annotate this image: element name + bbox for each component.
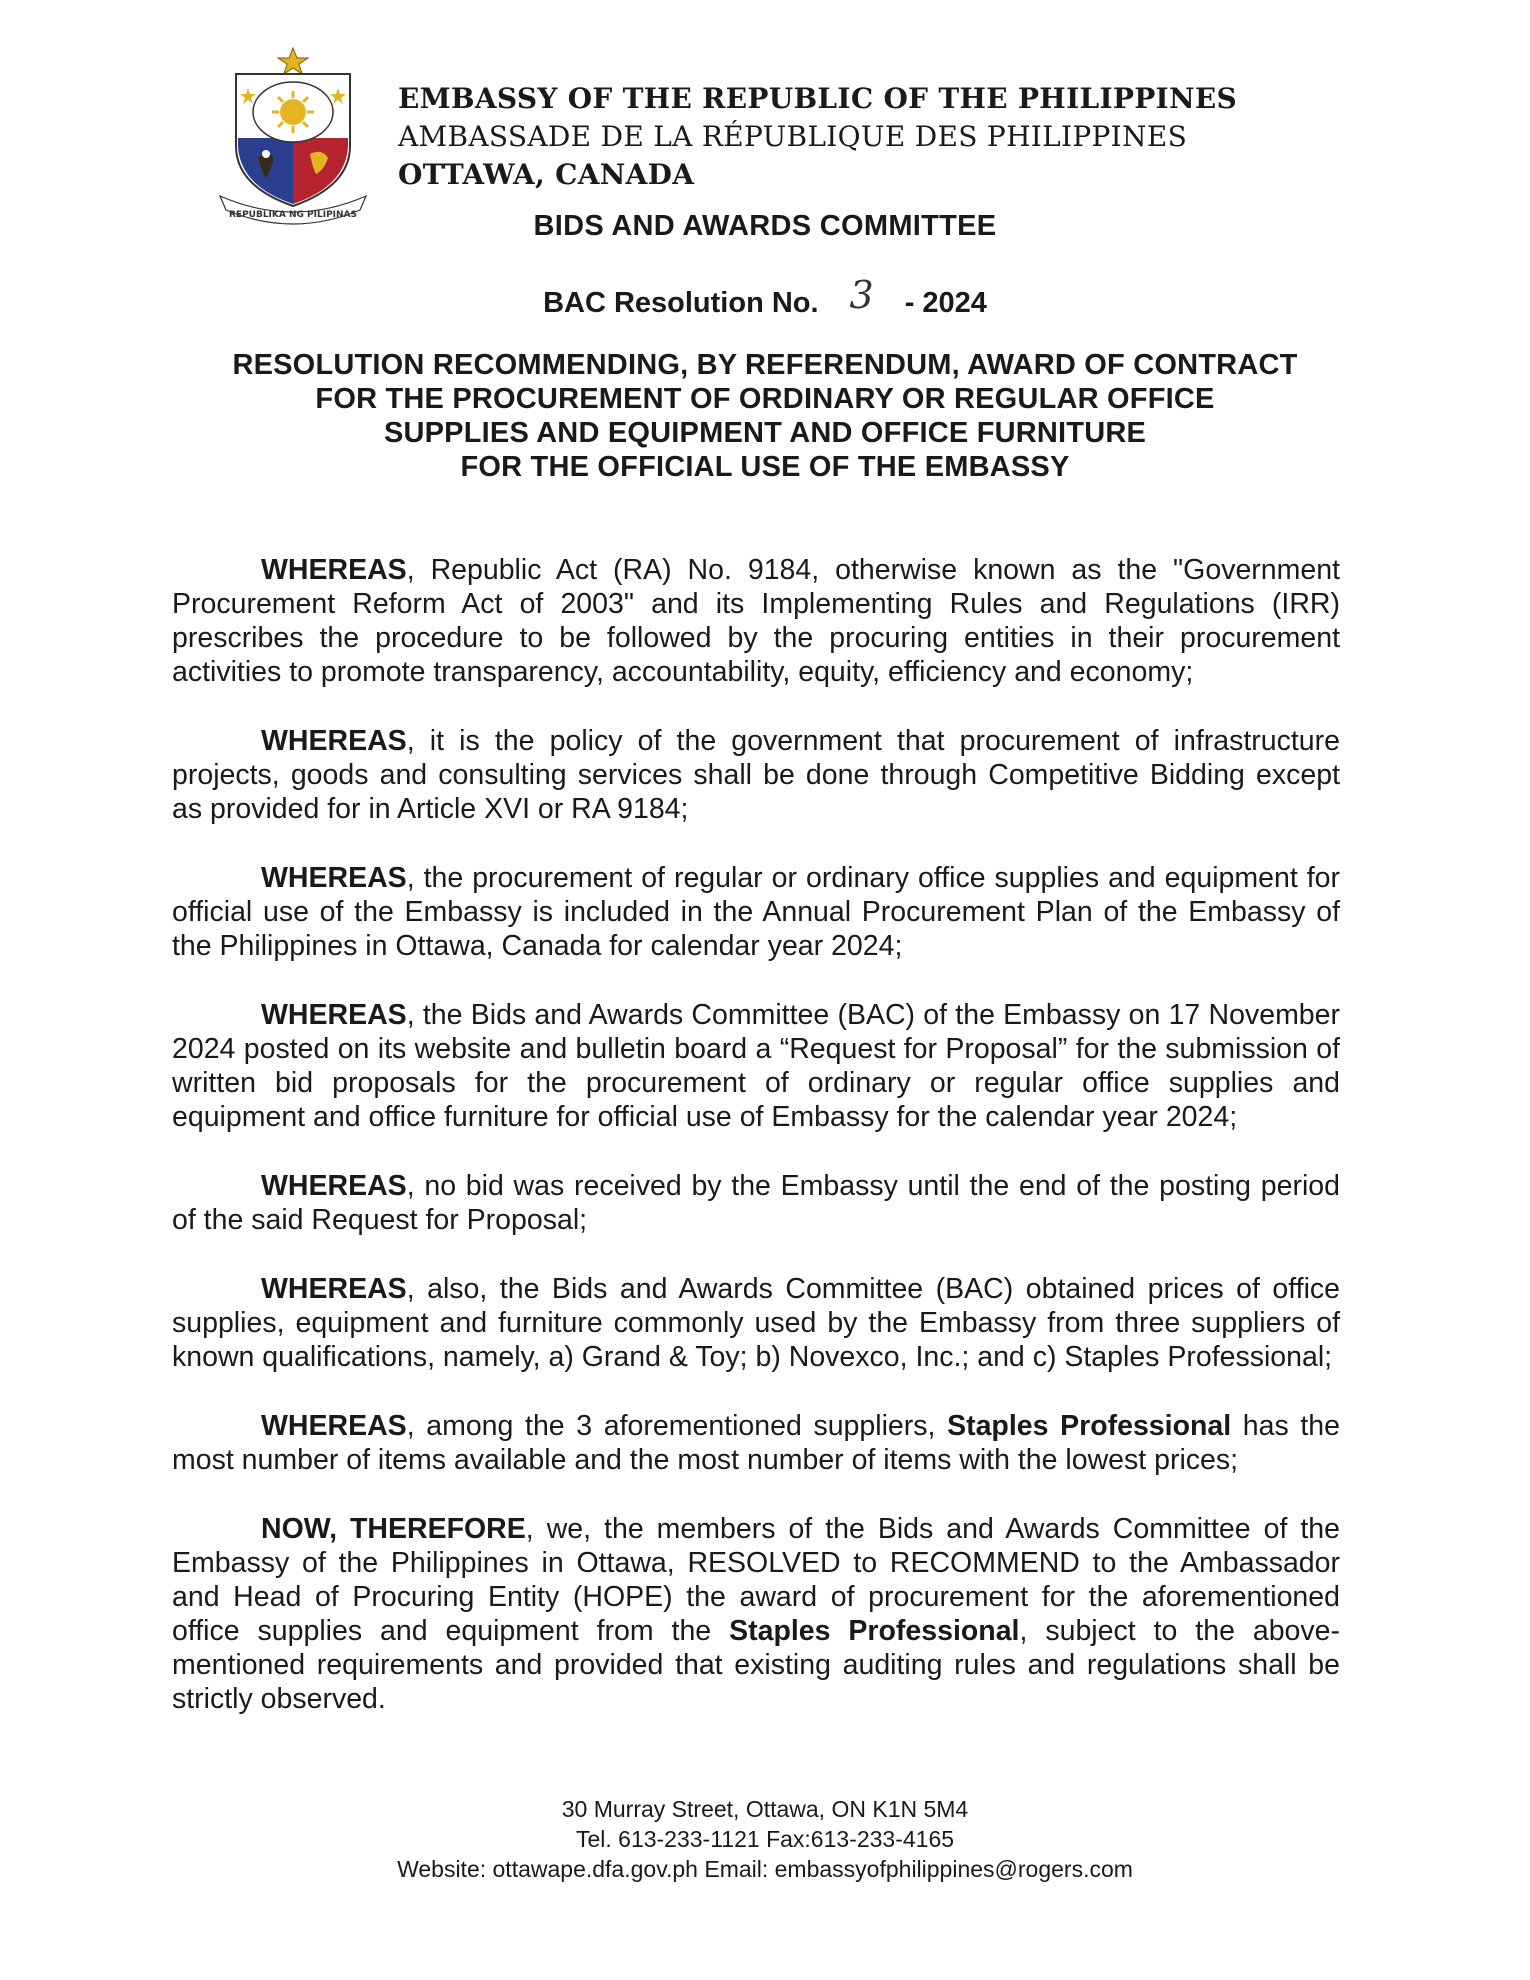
supplier-name: Staples Professional xyxy=(947,1410,1232,1442)
title-line: SUPPLIES AND EQUIPMENT AND OFFICE FURNITURE xyxy=(383,417,1147,449)
supplier-name: Staples Professional xyxy=(729,1615,1020,1647)
clause-text: , we, the members of the Bids and Awards Committee of the Embassy of the Philippines in Ottawa, RESOLVED to RECOMMEND to the Ambassador and Head of Procuring Entity (HOPE) the award of procurement for the aforementioned office supplies and equipment from the xyxy=(172,1513,1340,1647)
title-line: RESOLUTION RECOMMENDING, BY REFERENDUM, AWARD OF CONTRACT xyxy=(232,349,1298,381)
clause-text: , subject to the above-mentioned requirements and provided that existing auditing rules and regulations shall be strictly observed. xyxy=(172,1615,1341,1715)
clause-text: , Republic Act (RA) No. 9184, otherwise known as the "Government Procurement Reform Act of 2003" and its Implementing Rules and Regulations (IRR) prescribes the procedure to be followed by the procuring entities in their procurement activities to promote transparency, accountability, equity, efficiency and economy; xyxy=(172,554,1340,688)
clause-lead: WHEREAS xyxy=(261,554,407,586)
letterhead-french: AMBASSADE DE LA RÉPUBLIQUE DES PHILIPPINES xyxy=(398,120,1188,153)
letterhead-city: OTTAWA, CANADA xyxy=(398,158,695,191)
clause-text: , it is the policy of the government that procurement of infrastructure projects, goods and consulting services shall be done through Competitive Bidding except as provided for in Article XVI or RA 9184; xyxy=(172,725,1340,825)
whereas-clause-2 xyxy=(172,724,1340,826)
coat-of-arms-icon xyxy=(208,46,378,226)
clause-lead: WHEREAS xyxy=(261,862,407,894)
footer-web-email: Website: ottawape.dfa.gov.ph Email: embassyofphilippines@rogers.com xyxy=(397,1856,1133,1882)
footer-phone: Tel. 613-233-1121 Fax:613-233-4165 xyxy=(575,1826,955,1852)
letterhead xyxy=(398,80,1237,194)
whereas-clause-7 xyxy=(172,1409,1340,1477)
whereas-clause-6 xyxy=(172,1272,1340,1374)
title-line: FOR THE OFFICIAL USE OF THE EMBASSY xyxy=(460,451,1070,483)
resolution-number-line xyxy=(0,273,1530,321)
clause-text: , also, the Bids and Awards Committee (BAC) obtained prices of office supplies, equipment and furniture commonly used by the Embassy from three suppliers of known qualifications, namely, a) Grand & Toy; b) Novexco, Inc.; and c) Staples Professional; xyxy=(172,1273,1340,1373)
resolution-prefix: BAC Resolution No. xyxy=(543,287,819,319)
clause-text: , among the 3 aforementioned suppliers, xyxy=(406,1410,948,1442)
resolution-year: - 2024 xyxy=(904,287,987,319)
resolving-clause xyxy=(172,1512,1340,1716)
whereas-clause-3 xyxy=(172,861,1340,963)
clause-lead: WHEREAS xyxy=(261,999,407,1031)
resolution-body xyxy=(172,553,1340,1751)
clause-text: , the procurement of regular or ordinary office supplies and equipment for official use of the Embassy is included in the Annual Procurement Plan of the Embassy of the Philippines in Ottawa, Canada for calendar year 2024; xyxy=(172,862,1340,962)
clause-lead: WHEREAS xyxy=(261,725,407,757)
whereas-clause-1 xyxy=(172,553,1340,689)
clause-text: has the most number of items available and the most number of items with the lowest prices; xyxy=(172,1410,1340,1476)
title-line: FOR THE PROCUREMENT OF ORDINARY OR REGULAR OFFICE xyxy=(315,383,1215,415)
clause-lead: WHEREAS xyxy=(261,1273,407,1305)
clause-text: , the Bids and Awards Committee (BAC) of the Embassy on 17 November 2024 posted on its website and bulletin board a “Request for Proposal” for the submission of written bid proposals for the procurement of ordinary or regular office supplies and equipment and office furniture for official use of Embassy for the calendar year 2024; xyxy=(172,999,1340,1133)
whereas-clause-4 xyxy=(172,998,1340,1134)
letterhead-english: EMBASSY OF THE REPUBLIC OF THE PHILIPPINES xyxy=(398,82,1238,115)
seal-motto: REPUBLIKA NG PILIPINAS xyxy=(228,210,358,220)
resolution-number-handwritten: 3 xyxy=(849,273,874,317)
committee-heading: BIDS AND AWARDS COMMITTEE xyxy=(533,210,997,242)
embassy-contact-footer xyxy=(0,1794,1530,1884)
resolution-title xyxy=(0,348,1530,484)
footer-address: 30 Murray Street, Ottawa, ON K1N 5M4 xyxy=(561,1796,969,1822)
clause-text: , no bid was received by the Embassy until the end of the posting period of the said Request for Proposal; xyxy=(172,1170,1340,1236)
clause-lead: WHEREAS xyxy=(261,1410,407,1442)
clause-lead: NOW, THEREFORE xyxy=(261,1513,526,1545)
clause-lead: WHEREAS xyxy=(261,1170,407,1202)
whereas-clause-5 xyxy=(172,1169,1340,1237)
